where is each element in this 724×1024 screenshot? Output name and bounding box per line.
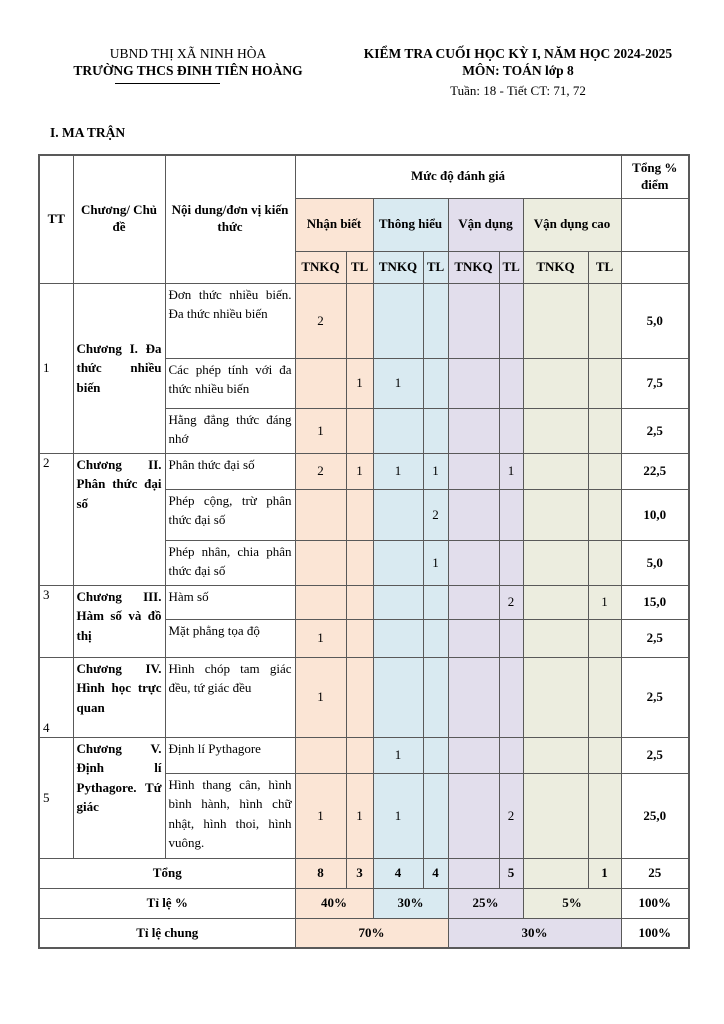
footer-total-cell: 1	[588, 858, 621, 888]
tt-cell: 5	[39, 737, 73, 858]
count-cell	[523, 358, 588, 408]
count-cell	[448, 773, 499, 858]
row-total-cell: 5,0	[621, 283, 689, 358]
section-title: I. MA TRẬN	[50, 125, 126, 140]
content-cell: Hằng đẳng thức đáng nhớ	[165, 408, 295, 453]
count-cell	[588, 737, 621, 773]
footer-ratio-total: 100%	[621, 888, 689, 918]
count-cell	[346, 619, 373, 657]
count-cell	[295, 585, 346, 619]
count-cell	[423, 657, 448, 737]
count-cell: 1	[373, 737, 423, 773]
count-cell: 1	[295, 619, 346, 657]
count-cell	[346, 408, 373, 453]
count-cell	[373, 657, 423, 737]
count-cell	[588, 773, 621, 858]
count-cell	[448, 489, 499, 540]
footer-common-ratio-cell: 70%	[295, 918, 448, 948]
footer-ratio-label: Tỉ lệ %	[39, 888, 295, 918]
tt-cell: 3	[39, 585, 73, 657]
exam-subject: MÔN: TOÁN lớp 8	[462, 62, 574, 78]
content-cell: Phân thức đại số	[165, 453, 295, 489]
content-cell: Đơn thức nhiều biến. Đa thức nhiều biến	[165, 283, 295, 358]
row-total-cell: 25,0	[621, 773, 689, 858]
count-cell	[588, 453, 621, 489]
tt-cell: 2	[39, 453, 73, 585]
footer-ratio-cell: 30%	[373, 888, 448, 918]
count-cell	[448, 283, 499, 358]
org-name: UBND THỊ XÃ NINH HÒA	[109, 46, 267, 61]
count-cell	[346, 540, 373, 585]
sub-header-tnkq: TNKQ	[295, 251, 346, 283]
chapter-cell: Chương IV. Hình học trực quan	[73, 657, 165, 737]
table-row	[39, 737, 689, 773]
count-cell	[588, 283, 621, 358]
count-cell	[588, 540, 621, 585]
sub-header-tl: TL	[346, 251, 373, 283]
row-total-cell: 15,0	[621, 585, 689, 619]
count-cell	[523, 453, 588, 489]
footer-ratio-cell: 25%	[448, 888, 523, 918]
count-cell	[373, 408, 423, 453]
count-cell	[523, 540, 588, 585]
count-cell	[523, 773, 588, 858]
count-cell	[523, 657, 588, 737]
table-row	[39, 585, 689, 619]
count-cell	[523, 408, 588, 453]
content-cell: Hình thang cân, hình bình hành, hình chữ nhật, hình thoi, hình vuông.	[165, 773, 295, 858]
table-row	[39, 657, 689, 737]
count-cell	[448, 585, 499, 619]
col-header-chapter: Chương/ Chủ đề	[73, 155, 165, 283]
row-total-cell: 7,5	[621, 358, 689, 408]
count-cell	[499, 540, 523, 585]
footer-common-ratio-total: 100%	[621, 918, 689, 948]
chapter-cell: Chương III. Hàm số và đồ thị	[73, 585, 165, 657]
footer-total-label: Tổng	[39, 858, 295, 888]
row-total-cell: 22,5	[621, 453, 689, 489]
count-cell: 1	[588, 585, 621, 619]
col-header-content: Nội dung/đơn vị kiến thức	[165, 155, 295, 283]
matrix-table	[38, 154, 690, 949]
count-cell	[448, 619, 499, 657]
footer-total-cell: 5	[499, 858, 523, 888]
count-cell	[499, 408, 523, 453]
count-cell: 2	[295, 453, 346, 489]
footer-ratio-cell: 5%	[523, 888, 621, 918]
count-cell	[448, 453, 499, 489]
count-cell	[346, 657, 373, 737]
count-cell	[523, 737, 588, 773]
row-total-cell: 10,0	[621, 489, 689, 540]
exam-week-period: Tuần: 18 - Tiết CT: 71, 72	[450, 82, 586, 98]
count-cell	[423, 408, 448, 453]
chapter-cell: Chương II. Phân thức đại số	[73, 453, 165, 585]
count-cell	[346, 737, 373, 773]
count-cell	[423, 283, 448, 358]
row-total-cell: 2,5	[621, 737, 689, 773]
count-cell	[448, 737, 499, 773]
count-cell	[373, 489, 423, 540]
content-cell: Định lí Pythagore	[165, 737, 295, 773]
count-cell: 2	[499, 585, 523, 619]
count-cell	[523, 585, 588, 619]
count-cell	[523, 489, 588, 540]
col-header-total: Tổng % điểm	[621, 155, 689, 198]
school-name: TRƯỜNG THCS ĐINH TIÊN HOÀNG	[73, 62, 303, 78]
count-cell	[373, 540, 423, 585]
count-cell: 2	[423, 489, 448, 540]
count-cell	[523, 619, 588, 657]
count-cell: 1	[346, 358, 373, 408]
col-header-assessment: Mức độ đánh giá	[295, 155, 621, 198]
count-cell: 1	[346, 453, 373, 489]
count-cell	[423, 585, 448, 619]
sub-header-tnkq: TNKQ	[373, 251, 423, 283]
count-cell	[448, 358, 499, 408]
content-cell: Phép cộng, trừ phân thức đại số	[165, 489, 295, 540]
org-block	[38, 46, 338, 99]
count-cell: 1	[423, 540, 448, 585]
sub-header-tnkq: TNKQ	[523, 251, 588, 283]
count-cell	[295, 540, 346, 585]
tt-cell: 1	[39, 283, 73, 453]
count-cell: 1	[373, 773, 423, 858]
count-cell: 1	[373, 453, 423, 489]
sub-header-tl: TL	[423, 251, 448, 283]
footer-total-cell	[523, 858, 588, 888]
content-cell: Các phép tính với đa thức nhiều biến	[165, 358, 295, 408]
count-cell	[423, 773, 448, 858]
count-cell: 2	[499, 773, 523, 858]
count-cell	[499, 619, 523, 657]
col-header-tt: TT	[39, 155, 73, 283]
total-header-spacer	[621, 251, 689, 283]
level-header-nhan-biet: Nhận biết	[295, 198, 373, 251]
content-cell: Phép nhân, chia phân thức đại số	[165, 540, 295, 585]
row-total-cell: 5,0	[621, 540, 689, 585]
count-cell	[523, 283, 588, 358]
count-cell	[295, 358, 346, 408]
count-cell	[588, 489, 621, 540]
count-cell	[588, 408, 621, 453]
count-cell: 1	[423, 453, 448, 489]
count-cell	[423, 737, 448, 773]
content-cell: Hàm số	[165, 585, 295, 619]
count-cell	[499, 657, 523, 737]
count-cell	[346, 489, 373, 540]
content-cell: Mặt phẳng tọa độ	[165, 619, 295, 657]
exam-block	[338, 46, 724, 99]
exam-title: KIỂM TRA CUỐI HỌC KỲ I, NĂM HỌC 2024-2025	[363, 46, 673, 61]
level-header-thong-hieu: Thông hiểu	[373, 198, 448, 251]
count-cell: 1	[295, 773, 346, 858]
header-underline	[115, 83, 220, 84]
count-cell: 1	[346, 773, 373, 858]
document-header	[0, 0, 724, 99]
sub-header-tl: TL	[588, 251, 621, 283]
count-cell	[423, 619, 448, 657]
total-header-spacer	[621, 198, 689, 251]
count-cell	[373, 619, 423, 657]
count-cell	[448, 540, 499, 585]
level-header-van-dung: Vận dụng	[448, 198, 523, 251]
count-cell: 1	[373, 358, 423, 408]
count-cell	[588, 358, 621, 408]
count-cell	[448, 657, 499, 737]
row-total-cell: 2,5	[621, 619, 689, 657]
count-cell: 1	[499, 453, 523, 489]
footer-common-ratio-cell: 30%	[448, 918, 621, 948]
count-cell: 2	[295, 283, 346, 358]
count-cell	[499, 489, 523, 540]
count-cell	[295, 489, 346, 540]
chapter-cell: Chương I. Đa thức nhiều biến	[73, 283, 165, 453]
footer-common-ratio-label: Tỉ lệ chung	[39, 918, 295, 948]
count-cell	[588, 657, 621, 737]
count-cell	[499, 737, 523, 773]
footer-total-cell: 8	[295, 858, 346, 888]
count-cell	[448, 408, 499, 453]
count-cell	[499, 358, 523, 408]
count-cell: 1	[295, 408, 346, 453]
count-cell	[373, 283, 423, 358]
footer-total-cell: 4	[373, 858, 423, 888]
level-header-van-dung-cao: Vận dụng cao	[523, 198, 621, 251]
chapter-cell: Chương V. Định lí Pythagore. Tứ giác	[73, 737, 165, 858]
table-row	[39, 453, 689, 489]
footer-total-cell	[448, 858, 499, 888]
count-cell	[373, 585, 423, 619]
count-cell	[295, 737, 346, 773]
sub-header-tl: TL	[499, 251, 523, 283]
row-total-cell: 2,5	[621, 408, 689, 453]
tt-cell: 4	[39, 657, 73, 737]
content-cell: Hình chóp tam giác đều, tứ giác đều	[165, 657, 295, 737]
footer-total-cell: 3	[346, 858, 373, 888]
row-total-cell: 2,5	[621, 657, 689, 737]
footer-ratio-cell: 40%	[295, 888, 373, 918]
footer-total-value: 25	[621, 858, 689, 888]
count-cell: 1	[295, 657, 346, 737]
footer-total-cell: 4	[423, 858, 448, 888]
count-cell	[346, 283, 373, 358]
count-cell	[346, 585, 373, 619]
table-row	[39, 283, 689, 358]
count-cell	[499, 283, 523, 358]
count-cell	[423, 358, 448, 408]
count-cell	[588, 619, 621, 657]
sub-header-tnkq: TNKQ	[448, 251, 499, 283]
